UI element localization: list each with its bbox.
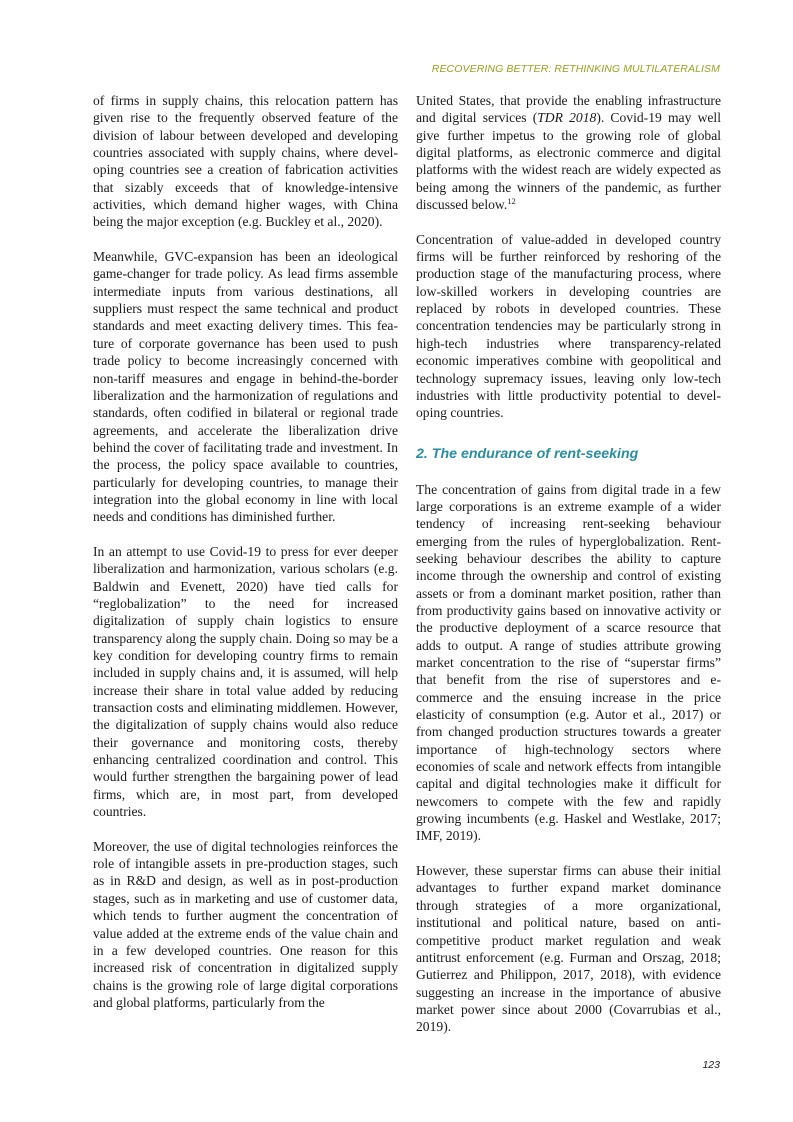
section-heading: 2. The endurance of rent-seeking [416, 445, 639, 462]
report-citation: TDR 2018 [537, 110, 597, 126]
left-column [93, 92, 398, 1011]
running-head: RECOVERING BETTER: RETHINKING MULTILATERALISM [431, 63, 720, 75]
footnote-marker[interactable]: 12 [507, 196, 516, 207]
paragraph [416, 92, 721, 213]
page-number: 123 [702, 1059, 720, 1071]
paragraph-text: ). Covid-19 may well give further impetus to the growing role of global digital platforms, as electronic commerce and digital platforms with the widest reach are widely expected as being among the winners of the pandemic, as further discussed below. [416, 110, 721, 213]
right-column [416, 92, 721, 1036]
paragraph: Meanwhile, GVC-expansion has been an ideological game-changer for trade policy. As lead firms assemble intermediate inputs from various destinations, all suppliers must respect the same technical and product standards and meet exacting delivery times. This feature of corporate governance has been used to push trade policy to become increasingly concerned with non-tariff measures and engage in behind-the-border liberalization and the harmonization of regulations and standards, often codified in bilateral or regional trade agreements, and accelerate the liberalization drive behind the cover of facilitating trade and investment. In the process, the policy space available to countries, particularly for developing countries, to manage their integration into the global economy in line with local needs and conditions has diminished further. [93, 249, 398, 525]
paragraph: Concentration of value-added in developed country firms will be further reinforced by reshoring of the production stage of the manufacturing process, where low-skilled workers in developing countries are replaced by robots in developed countries. These concentration tendencies may be particularly strong in high-tech industries where transparency-related economic imperatives combine with geopolitical and technology supremacy issues, leaving only low-tech industries with little productivity potential to developing countries. [416, 231, 721, 421]
paragraph: In an attempt to use Covid-19 to press for ever deeper liberalization and harmonization, various scholars (e.g. Baldwin and Evenett, 2020) have tied calls for “reglobalization” to the need for increased digitalization of supply chain logistics to ensure transparency along the supply chain. Doing so may be a key condition for developing country firms to remain included in supply chains and, it is assumed, will help increase their share in total value added by reducing transaction costs and eliminating middlemen. However, the digitalization of supply chains would also reduce their governance and monitoring costs, thereby enhancing centralized coordination and control. This would further strengthen the bargaining power of lead firms, which are, in most part, from developed countries. [93, 543, 398, 820]
paragraph: of firms in supply chains, this relocation pattern has given rise to the frequently observed feature of the division of labour between developed and developing countries associated with supply chains, where developing countries see a creation of fabrication activities that sizably exceeds that of knowledge-intensive activities, which demand higher wages, with China being the major exception (e.g. Buckley et al., 2020). [93, 93, 398, 230]
paragraph: Moreover, the use of digital technologies reinforces the role of intangible assets in pre-production stages, such as in R&D and design, as well as in post-production stages, such as in marketing and use of customer data, which tends to further augment the concentration of value added at the extreme ends of the value chain and in a few developed countries. One reason for this increased risk of concentration in digitalized supply chains is the growing role of large digital corporations and global platforms, particularly from the [93, 838, 398, 1010]
paragraph: However, these superstar firms can abuse their initial advantages to further expand market dominance through strategies of a more organizational, institutional and political nature, based on anti-competitive product market regulation and weak antitrust enforcement (e.g. Furman and Orszag, 2018; Gutierrez and Philippon, 2017, 2018), with evidence suggesting an increase in the importance of abusive market power since about 2000 (Covarrubias et al., 2019). [416, 863, 721, 1035]
paragraph: The concentration of gains from digital trade in a few large corporations is an extreme example of a wider tendency of increasing rent-seeking behaviour emerging from the rules of hyperglobalization. Rent-seeking behaviour describes the ability to capture income through the ownership and control of existing assets or from a dominant market position, rather than from productivity gains based on innovative activity or the productive deployment of a scarce resource that adds to output. A range of studies attribute growing market concentration to the rise of “superstar firms” that benefit from the rise of superstores and e-commerce and the ensuing increase in the price elasticity of consumption (e.g. Autor et al., 2017) or from changed production structures towards a greater importance of high-technology sectors where economies of scale and network effects from intangible capital and digital technologies make it difficult for newcomers to compete with the few and rapidly growing incumbents (e.g. Haskel and Westlake, 2017; IMF, 2019). [416, 481, 721, 844]
paragraph-text: United States, that provide the enabling infrastructure and digital services ( [416, 93, 721, 126]
